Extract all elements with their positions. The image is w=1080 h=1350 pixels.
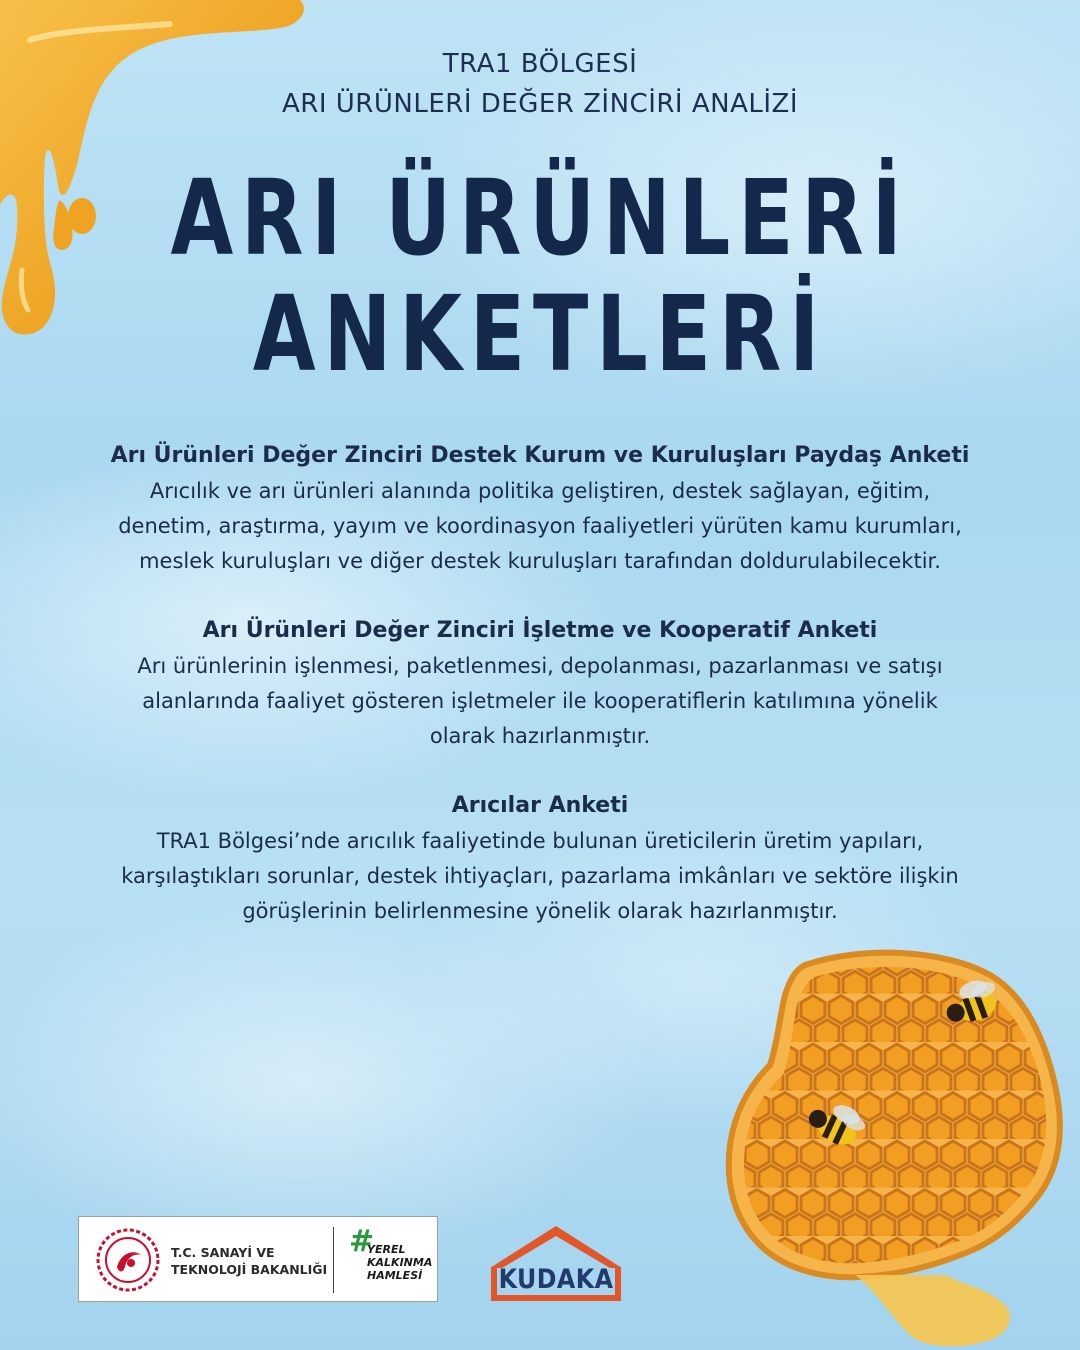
yerel-kalkinma-logo <box>367 1243 432 1282</box>
yerel-line-1: YEREL <box>367 1243 406 1256</box>
survey-description-line: meslek kuruluşları ve diğer destek kuruluşları tarafından doldurulabilecektir. <box>139 549 941 573</box>
region-title: TRA1 BÖLGESİ <box>442 49 638 79</box>
main-title-line-1: ARI ÜRÜNLERİ <box>170 157 910 279</box>
survey-description-line: Arıcılık ve arı ürünleri alanında politika geliştiren, destek sağlayan, eğitim, <box>149 479 931 503</box>
survey-section <box>60 613 1020 754</box>
ministry-name-line-2: TEKNOLOJİ BAKANLIĞI <box>171 1262 328 1277</box>
survey-description-line: denetim, araştırma, yayım ve koordinasyon faaliyetleri yürüten kamu kurumları, <box>118 514 962 538</box>
main-title-line-2: ANKETLERİ <box>252 273 828 395</box>
survey-heading: Arıcılar Anketi <box>451 793 629 818</box>
survey-section <box>60 788 1020 929</box>
header <box>0 44 1080 124</box>
kudaka-logo <box>486 1222 626 1302</box>
survey-description-line: olarak hazırlanmıştır. <box>429 724 651 748</box>
yerel-line-3: HAMLESİ <box>367 1269 423 1282</box>
survey-description-line: Arı ürünlerinin işlenmesi, paketlenmesi, depolanması, pazarlanması ve satışı <box>137 654 943 678</box>
ministry-name-line-1: T.C. SANAYİ VE <box>171 1245 275 1260</box>
survey-list <box>60 438 1020 963</box>
yerel-line-2: KALKINMA <box>367 1256 433 1269</box>
main-title <box>0 157 1080 395</box>
partner-logos <box>78 1216 438 1302</box>
survey-description-line: karşılaştıkları sorunlar, destek ihtiyaçları, pazarlama imkânları ve sektöre ilişkin <box>121 864 959 888</box>
survey-heading: Arı Ürünleri Değer Zinciri İşletme ve Kooperatif Anketi <box>202 618 878 643</box>
logo-divider <box>333 1227 334 1293</box>
survey-description-line: alanlarında faaliyet gösteren işletmeler ile kooperatiflerin katılımına yönelik <box>142 689 938 713</box>
ministry-name <box>171 1244 327 1278</box>
kudaka-name: KUDAKA <box>498 1264 614 1295</box>
honeycomb-illustration <box>715 945 1080 1350</box>
survey-heading: Arı Ürünleri Değer Zinciri Destek Kurum ve Kuruluşları Paydaş Anketi <box>110 443 970 468</box>
survey-description-line: görüşlerinin belirlenmesine yönelik olarak hazırlanmıştır. <box>242 899 838 923</box>
hashtag-icon: # <box>349 1224 375 1259</box>
ministry-emblem-icon <box>95 1227 161 1293</box>
survey-section <box>60 438 1020 579</box>
survey-description-line: TRA1 Bölgesi’nde arıcılık faaliyetinde bulunan üreticilerin üretim yapıları, <box>156 829 924 853</box>
analysis-title: ARI ÜRÜNLERİ DEĞER ZİNCİRİ ANALİZİ <box>281 89 799 119</box>
